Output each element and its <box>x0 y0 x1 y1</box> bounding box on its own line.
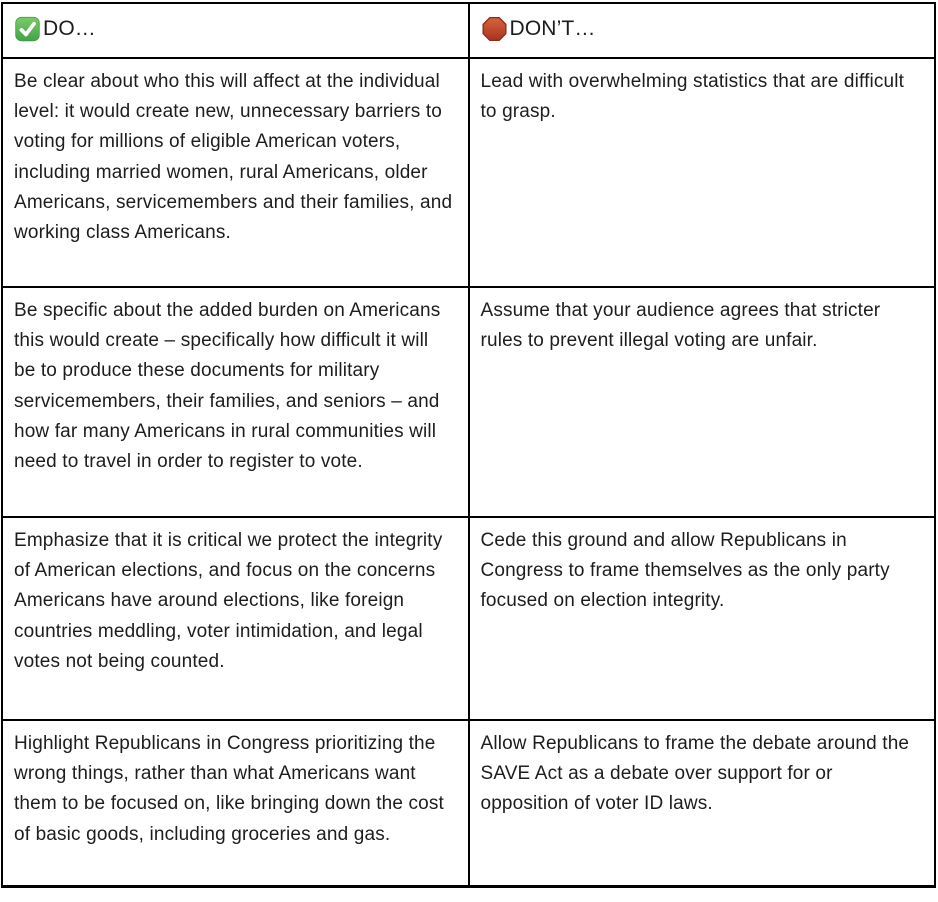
check-mark-icon <box>14 16 41 42</box>
dont-cell <box>469 517 936 720</box>
cell-text: Assume that your audience agrees that stricter rules to prevent illegal voting are unfair. <box>480 300 881 352</box>
cell-text: Cede this ground and allow Republicans in Congress to frame themselves as the only party focused on election integrity. <box>480 530 890 612</box>
do-cell <box>2 720 469 887</box>
dont-cell <box>469 58 936 287</box>
cell-text: Allow Republicans to frame the debate around the SAVE Act as a debate over support for or opposition of voter ID laws. <box>480 733 910 815</box>
table-row <box>2 517 935 720</box>
dont-header-label: DON’T… <box>509 17 596 40</box>
header-row <box>2 3 935 58</box>
do-cell <box>2 287 469 517</box>
cell-text: Lead with overwhelming statistics that are difficult to grasp. <box>480 71 905 123</box>
do-header-cell <box>2 3 469 58</box>
do-cell <box>2 517 469 720</box>
table-row <box>2 58 935 287</box>
dont-cell <box>469 287 936 517</box>
cell-text: Highlight Republicans in Congress prioritizing the wrong things, rather than what Americans want them to be focused on, like bringing down the cost of basic goods, including groceries and gas. <box>14 733 444 845</box>
dont-cell <box>469 720 936 887</box>
cell-text: Be specific about the added burden on Americans this would create – specifically how difficult it will be to produce these documents for military servicemembers, their families, and seniors – and how far many Americans in rural communities will need to travel in order to register to vote. <box>14 300 441 473</box>
do-dont-table <box>1 2 936 888</box>
cell-text: Be clear about who this will affect at the individual level: it would create new, unnecessary barriers to voting for millions of eligible American voters, including married women, rural Americans, older Americans, servicemembers and their families, and working class Americans. <box>14 71 453 244</box>
cell-text: Emphasize that it is critical we protect the integrity of American elections, and focus on the concerns Americans have around elections, like foreign countries meddling, voter intimidation, and legal votes not being counted. <box>14 530 443 672</box>
do-cell <box>2 58 469 287</box>
dont-header-cell <box>469 3 936 58</box>
table-row <box>2 287 935 517</box>
do-header-label: DO… <box>43 17 96 40</box>
table-row <box>2 720 935 887</box>
stop-sign-icon <box>481 16 508 42</box>
